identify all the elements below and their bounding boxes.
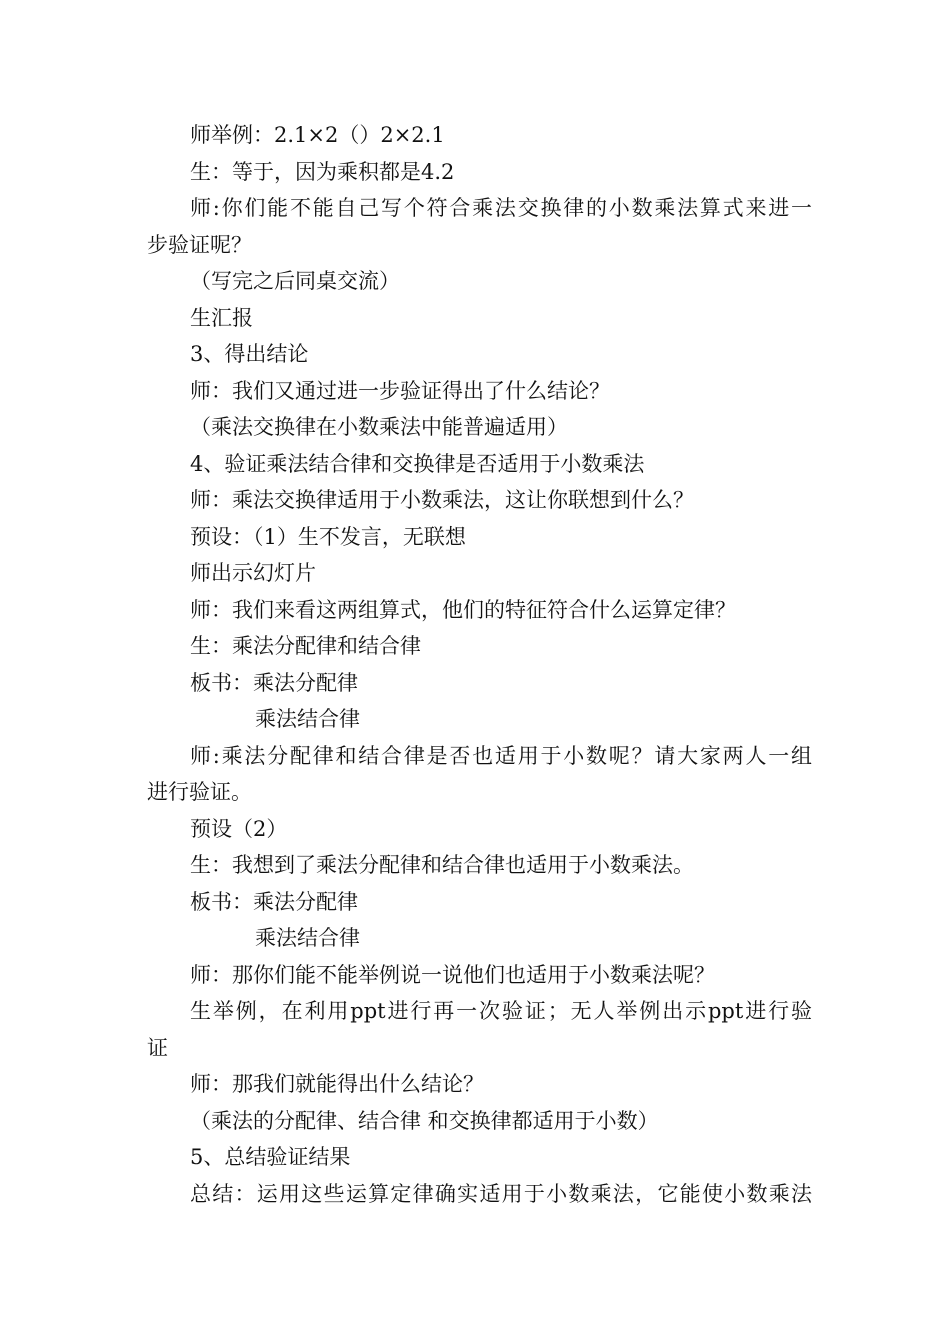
text-line: 师举例：2.1×2（）2×2.1 bbox=[190, 123, 445, 147]
text-line: 板书：乘法分配律 bbox=[190, 889, 358, 914]
text-line: 师：乘法交换律适用于小数乘法，这让你联想到什么？ bbox=[190, 488, 694, 512]
text-line: 进行验证。 bbox=[147, 780, 252, 804]
text-line: 师:乘法分配律和结合律是否也适用于小数呢？请大家两人一组 bbox=[190, 743, 812, 768]
text-line: （乘法的分配律、结合律 和交换律都适用于小数） bbox=[190, 1108, 659, 1133]
text-line: 师:你们能不能自己写个符合乘法交换律的小数乘法算式来进一 bbox=[190, 196, 812, 220]
text-line: 师：我们来看这两组算式，他们的特征符合什么运算定律？ bbox=[190, 597, 736, 622]
text-line: 师：我们又通过进一步验证得出了什么结论？ bbox=[190, 378, 610, 403]
text-line: 生汇报 bbox=[190, 305, 253, 330]
section-heading: 3、得出结论 bbox=[190, 342, 309, 366]
text-line: （乘法交换律在小数乘法中能普遍适用） bbox=[190, 415, 568, 439]
text-line: 预设（2） bbox=[190, 816, 288, 841]
text-line: 总结：运用这些运算定律确实适用于小数乘法，它能使小数乘法 bbox=[190, 1181, 812, 1206]
text-line: 生举例，在利用ppt进行再一次验证；无人举例出示ppt进行验 bbox=[190, 999, 812, 1023]
text-line: 预设：（1）生不发言，无联想 bbox=[190, 524, 466, 549]
text-line: 乘法结合律 bbox=[255, 707, 360, 731]
text-line: 证 bbox=[147, 1035, 168, 1060]
text-line: 生：我想到了乘法分配律和结合律也适用于小数乘法。 bbox=[190, 853, 694, 877]
text-line: 师出示幻灯片 bbox=[190, 561, 316, 585]
text-line: 师：那你们能不能举例说一说他们也适用于小数乘法呢？ bbox=[190, 962, 715, 987]
section-heading: 4、验证乘法结合律和交换律是否适用于小数乘法 bbox=[190, 451, 645, 476]
text-line: 生：等于，因为乘积都是4.2 bbox=[190, 159, 455, 184]
lesson-plan-text bbox=[147, 117, 812, 1212]
text-line: 师：那我们就能得出什么结论？ bbox=[190, 1072, 484, 1096]
text-line: 乘法结合律 bbox=[255, 926, 360, 950]
text-line: （写完之后同桌交流） bbox=[190, 269, 400, 293]
section-heading: 5、总结验证结果 bbox=[190, 1145, 351, 1169]
text-line: 生：乘法分配律和结合律 bbox=[190, 634, 421, 658]
text-line: 步验证呢？ bbox=[147, 232, 252, 257]
text-line: 板书：乘法分配律 bbox=[190, 670, 358, 695]
